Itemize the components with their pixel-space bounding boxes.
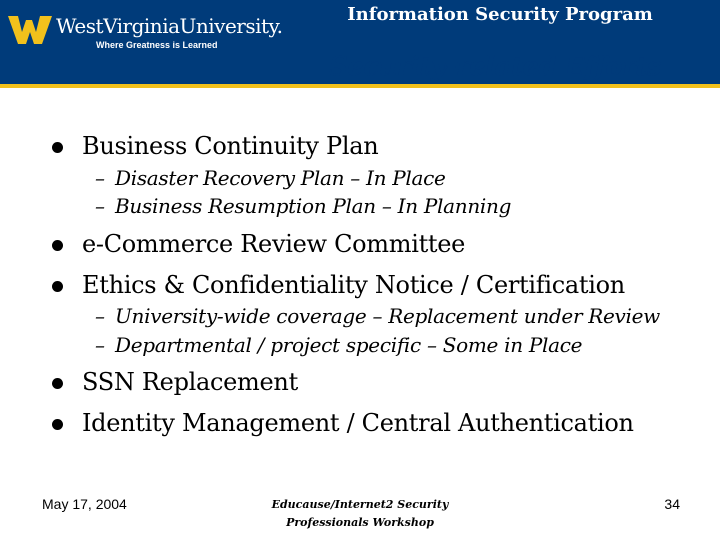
bullet-text: Ethics & Confidentiality Notice / Certification: [82, 271, 625, 299]
bullet-dot-icon: [52, 142, 63, 153]
sub-bullet-dash: –: [95, 304, 105, 328]
page-number: 34: [664, 496, 680, 512]
bullet-text: Business Continuity Plan: [82, 132, 379, 160]
sub-bullet-dash: –: [95, 333, 105, 357]
logo-name: WestVirginiaUniversity.: [56, 14, 283, 38]
slide-title: Security-related Efforts: [328, 52, 662, 82]
bullet-dot-icon: [52, 419, 63, 430]
sub-bullet-text: Departmental / project specific – Some in Place: [115, 333, 583, 357]
bullet-text: SSN Replacement: [82, 368, 298, 396]
bullet-text: Identity Management / Central Authentication: [82, 409, 634, 437]
footer-date: May 17, 2004: [42, 496, 127, 512]
sub-bullet-dash: –: [95, 194, 105, 218]
sub-bullet-text: University-wide coverage – Replacement under Review: [115, 304, 661, 328]
footer-event: [250, 496, 470, 532]
bullet-text: e-Commerce Review Committee: [82, 230, 466, 258]
footer-event-line1: Educause/Internet2 Security: [271, 498, 449, 511]
bullet-dot-icon: [52, 240, 63, 251]
footer-event-line2: Professionals Workshop: [286, 516, 434, 529]
logo-tagline: Where Greatness is Learned: [96, 40, 218, 50]
sub-bullet-text: Disaster Recovery Plan – In Place: [115, 166, 446, 190]
program-title: Information Security Program: [347, 4, 653, 25]
sub-bullet-text: Business Resumption Plan – In Planning: [115, 194, 512, 218]
bullet-dot-icon: [52, 281, 63, 292]
sub-bullet-dash: –: [95, 166, 105, 190]
bullet-dot-icon: [52, 378, 63, 389]
